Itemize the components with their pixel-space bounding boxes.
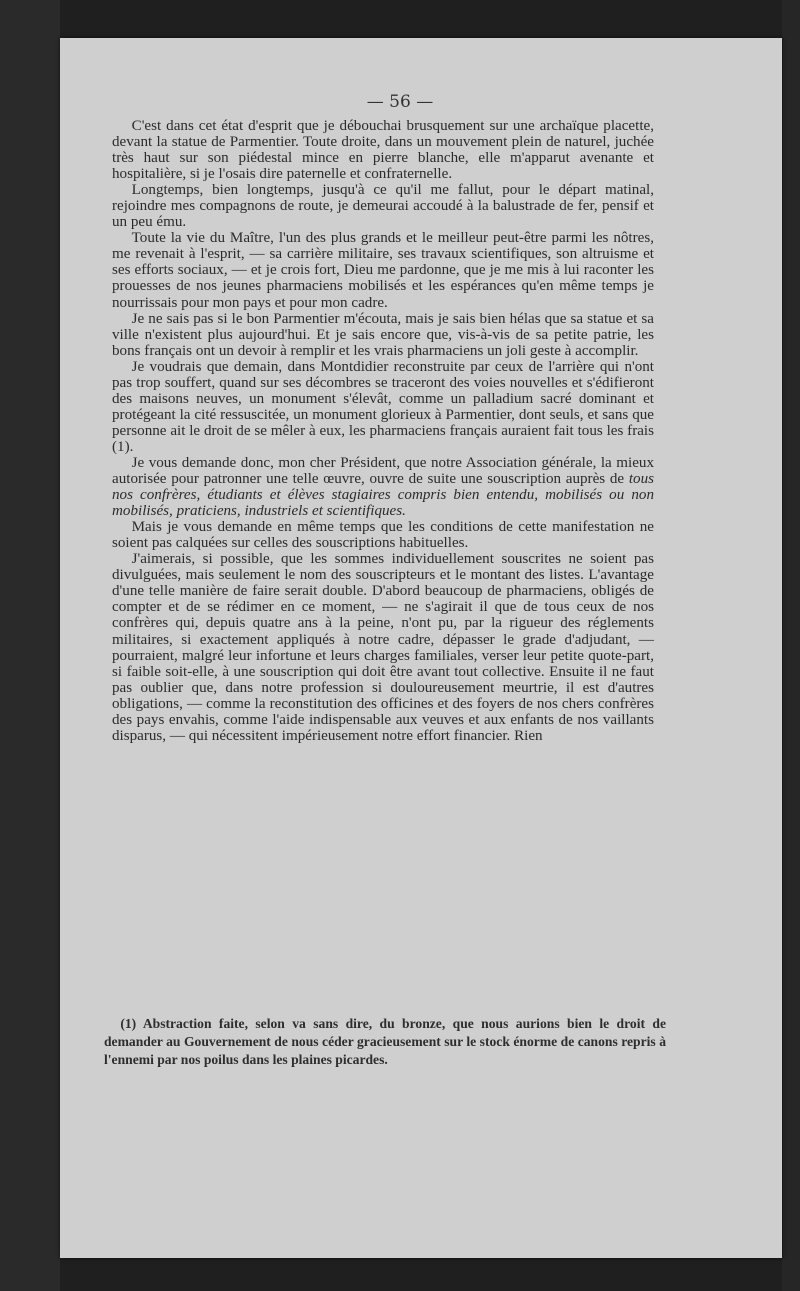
paragraph: Mais je vous demande en même temps que les conditions de cette manifestation ne soient pas calquées sur celles des souscriptions habituelles. xyxy=(112,519,654,552)
paragraph-text: Je vous demande donc, mon cher Président, que notre Association générale, la mieux autorisée pour patronner une telle œuvre, ouvre de suite une souscription auprès de xyxy=(112,454,654,488)
paragraph: Longtemps, bien longtemps, jusqu'à ce qu'il me fallut, pour le départ matinal, rejoindre mes compagnons de route, je demeurai accoudé à la balustrade de fer, pensif et un peu ému. xyxy=(112,182,654,231)
paragraph: Toute la vie du Maître, l'un des plus grands et le meilleur peut-être parmi les nôtres, me revenait à l'esprit, — sa carrière militaire, ses travaux scientifiques, son altruisme et ses efforts sociaux, — et je crois fort, Dieu me pardonne, que je me mis à lui raconter les prouesses de nos jeunes pharmaciens mobilisés et les espérances qu'en même temps je nourrissais pour mon pays et pour mon cadre. xyxy=(112,230,654,311)
body-text xyxy=(112,118,654,744)
paragraph: J'aimerais, si possible, que les sommes individuellement souscrites ne soient pas divulguées, mais seulement le nom des souscripteurs et le montant des listes. L'avantage d'une telle manière de faire serait double. D'abord beaucoup de pharmaciens, obligés de compter et de se rédimer en ce moment, — ne s'agirait il que de tous ceux de nos confrères qui, depuis quatre ans à la peine, n'ont pu, par la rigueur des réglements militaires, si exactement appliqués à notre cadre, dépasser le grade d'adjudant, — pourraient, malgré leur infortune et leurs charges familiales, verser leur petite quote-part, si faible soit-elle, à une souscription qui doit être avant tout collective. Ensuite il ne faut pas oublier que, dans notre profession si douloureusement meurtrie, il est d'autres obligations, — comme la reconstitution des officines et des foyers de nos chers confrères des pays envahis, comme l'aide indispensable aux veuves et aux enfants de nos vaillants disparus, — qui nécessitent impérieusement notre effort financier. Rien xyxy=(112,551,654,744)
paragraph: Je voudrais que demain, dans Montdidier reconstruite par ceux de l'arrière qui n'ont pas trop souffert, quand sur ses décombres se traceront des voies nouvelles et s'édifieront des maisons neuves, un monument s'élevât, comme un palladium sacré dominant et protégeant la cité ressuscitée, un monument glorieux à Parmentier, dont seuls, et sans que personne ait le droit de se mêler à eux, les pharmaciens français auraient fait tous les frais (1). xyxy=(112,358,654,455)
italic-emphasis: tous nos confrères, étudiants et élèves stagiaires compris bien entendu, mobilisés ou non mobilisés, praticiens, industriels et scientifiques. xyxy=(112,471,654,520)
paragraph-with-italic xyxy=(112,455,654,519)
page-number: — 56 — xyxy=(366,92,434,112)
paragraph: Je ne sais pas si le bon Parmentier m'écouta, mais je sais bien hélas que sa statue et sa ville n'existent plus aujourd'hui. Et je sais encore que, vis-à-vis de sa petite patrie, les bons français ont un devoir à remplir et les vrais pharmaciens un joli geste à accomplir. xyxy=(112,310,654,359)
footnote xyxy=(104,1015,666,1068)
paragraph: C'est dans cet état d'esprit que je débouchai brusquement sur une archaïque placette, devant la statue de Parmentier. Toute droite, dans un mouvement plein de naturel, juchée très haut sur son piédestal mince en pierre blanche, elle m'apparut avenante et hospitalière, si je l'osais dire paternelle et confraternelle. xyxy=(112,118,654,183)
footnote-text: (1) Abstraction faite, selon va sans dire, du bronze, que nous aurions bien le droit de demander au Gouvernement de nous céder gracieusement sur le stock énorme de canons repris à l'ennemi par nos poilus dans les plaines picardes. xyxy=(104,1016,666,1067)
scan-border-right xyxy=(782,0,800,1291)
scan-border-left xyxy=(0,0,60,1291)
